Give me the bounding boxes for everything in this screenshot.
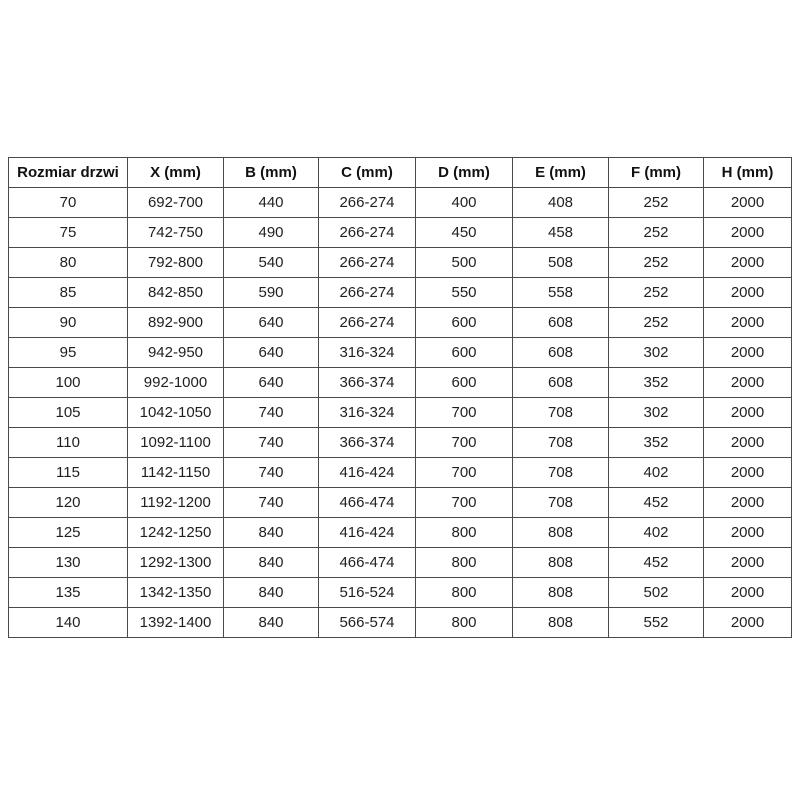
table-cell: 840 <box>224 518 319 548</box>
table-cell: 2000 <box>704 218 792 248</box>
table-cell: 700 <box>416 488 513 518</box>
table-cell: 552 <box>609 608 704 638</box>
table-cell: 416-424 <box>319 518 416 548</box>
table-cell: 85 <box>9 278 128 308</box>
table-cell: 840 <box>224 548 319 578</box>
table-cell: 466-474 <box>319 548 416 578</box>
table-cell: 266-274 <box>319 308 416 338</box>
table-cell: 708 <box>513 488 609 518</box>
table-row <box>9 518 792 548</box>
table-cell: 450 <box>416 218 513 248</box>
table-cell: 566-574 <box>319 608 416 638</box>
table-cell: 600 <box>416 308 513 338</box>
table-cell: 408 <box>513 188 609 218</box>
table-cell: 75 <box>9 218 128 248</box>
table-cell: 708 <box>513 398 609 428</box>
table-header-cell-c-mm: C (mm) <box>319 158 416 188</box>
table-cell: 2000 <box>704 308 792 338</box>
table-row <box>9 218 792 248</box>
table-cell: 608 <box>513 308 609 338</box>
table-cell: 2000 <box>704 188 792 218</box>
table-cell: 252 <box>609 308 704 338</box>
table-cell: 490 <box>224 218 319 248</box>
table-cell: 1292-1300 <box>128 548 224 578</box>
table-cell: 2000 <box>704 518 792 548</box>
table-cell: 2000 <box>704 608 792 638</box>
table-cell: 352 <box>609 368 704 398</box>
table-cell: 1242-1250 <box>128 518 224 548</box>
table-cell: 640 <box>224 338 319 368</box>
table-cell: 252 <box>609 218 704 248</box>
size-table-body <box>9 188 792 638</box>
table-header-cell-rozmiar-drzwi: Rozmiar drzwi <box>9 158 128 188</box>
table-cell: 808 <box>513 578 609 608</box>
table-cell: 252 <box>609 278 704 308</box>
table-row <box>9 278 792 308</box>
table-cell: 2000 <box>704 248 792 278</box>
table-cell: 140 <box>9 608 128 638</box>
table-header-row <box>9 158 792 188</box>
table-cell: 742-750 <box>128 218 224 248</box>
table-cell: 352 <box>609 428 704 458</box>
table-cell: 316-324 <box>319 398 416 428</box>
table-row <box>9 488 792 518</box>
table-header-cell-h-mm: H (mm) <box>704 158 792 188</box>
table-header-cell-b-mm: B (mm) <box>224 158 319 188</box>
table-row <box>9 428 792 458</box>
table-cell: 366-374 <box>319 368 416 398</box>
table-cell: 700 <box>416 428 513 458</box>
table-cell: 402 <box>609 518 704 548</box>
table-row <box>9 578 792 608</box>
table-cell: 125 <box>9 518 128 548</box>
table-cell: 792-800 <box>128 248 224 278</box>
table-cell: 2000 <box>704 338 792 368</box>
table-cell: 840 <box>224 578 319 608</box>
table-cell: 640 <box>224 368 319 398</box>
table-cell: 1192-1200 <box>128 488 224 518</box>
table-header-cell-f-mm: F (mm) <box>609 158 704 188</box>
table-row <box>9 398 792 428</box>
table-cell: 540 <box>224 248 319 278</box>
table-row <box>9 548 792 578</box>
table-cell: 440 <box>224 188 319 218</box>
table-cell: 692-700 <box>128 188 224 218</box>
table-cell: 808 <box>513 608 609 638</box>
table-row <box>9 338 792 368</box>
table-cell: 316-324 <box>319 338 416 368</box>
table-cell: 135 <box>9 578 128 608</box>
table-row <box>9 248 792 278</box>
table-cell: 366-374 <box>319 428 416 458</box>
table-cell: 700 <box>416 398 513 428</box>
table-cell: 90 <box>9 308 128 338</box>
table-cell: 266-274 <box>319 278 416 308</box>
table-cell: 115 <box>9 458 128 488</box>
table-cell: 640 <box>224 308 319 338</box>
table-cell: 502 <box>609 578 704 608</box>
table-cell: 740 <box>224 428 319 458</box>
table-cell: 105 <box>9 398 128 428</box>
table-cell: 740 <box>224 488 319 518</box>
table-cell: 800 <box>416 578 513 608</box>
table-cell: 1092-1100 <box>128 428 224 458</box>
table-cell: 1392-1400 <box>128 608 224 638</box>
table-header-cell-d-mm: D (mm) <box>416 158 513 188</box>
table-cell: 740 <box>224 398 319 428</box>
table-cell: 942-950 <box>128 338 224 368</box>
table-cell: 2000 <box>704 458 792 488</box>
table-header-cell-x-mm: X (mm) <box>128 158 224 188</box>
table-cell: 266-274 <box>319 218 416 248</box>
table-cell: 1042-1050 <box>128 398 224 428</box>
table-cell: 95 <box>9 338 128 368</box>
table-cell: 266-274 <box>319 248 416 278</box>
table-cell: 500 <box>416 248 513 278</box>
table-cell: 800 <box>416 608 513 638</box>
table-cell: 992-1000 <box>128 368 224 398</box>
table-cell: 452 <box>609 548 704 578</box>
table-row <box>9 368 792 398</box>
table-cell: 600 <box>416 368 513 398</box>
table-cell: 2000 <box>704 398 792 428</box>
table-row <box>9 458 792 488</box>
table-cell: 110 <box>9 428 128 458</box>
table-cell: 808 <box>513 548 609 578</box>
table-cell: 400 <box>416 188 513 218</box>
table-cell: 842-850 <box>128 278 224 308</box>
table-cell: 252 <box>609 248 704 278</box>
table-cell: 590 <box>224 278 319 308</box>
table-cell: 70 <box>9 188 128 218</box>
table-cell: 800 <box>416 548 513 578</box>
table-header-cell-e-mm: E (mm) <box>513 158 609 188</box>
table-cell: 608 <box>513 368 609 398</box>
table-row <box>9 308 792 338</box>
table-row <box>9 608 792 638</box>
table-cell: 700 <box>416 458 513 488</box>
table-cell: 740 <box>224 458 319 488</box>
table-cell: 458 <box>513 218 609 248</box>
table-row <box>9 188 792 218</box>
table-cell: 100 <box>9 368 128 398</box>
table-cell: 840 <box>224 608 319 638</box>
table-cell: 550 <box>416 278 513 308</box>
table-cell: 302 <box>609 398 704 428</box>
table-cell: 600 <box>416 338 513 368</box>
table-cell: 120 <box>9 488 128 518</box>
table-cell: 130 <box>9 548 128 578</box>
table-cell: 1342-1350 <box>128 578 224 608</box>
table-cell: 452 <box>609 488 704 518</box>
table-cell: 2000 <box>704 368 792 398</box>
table-cell: 892-900 <box>128 308 224 338</box>
table-cell: 402 <box>609 458 704 488</box>
table-cell: 302 <box>609 338 704 368</box>
table-cell: 2000 <box>704 548 792 578</box>
door-size-table <box>8 157 792 638</box>
table-cell: 416-424 <box>319 458 416 488</box>
table-cell: 466-474 <box>319 488 416 518</box>
table-cell: 708 <box>513 428 609 458</box>
table-cell: 2000 <box>704 488 792 518</box>
table-cell: 708 <box>513 458 609 488</box>
table-cell: 2000 <box>704 578 792 608</box>
table-cell: 808 <box>513 518 609 548</box>
table-cell: 80 <box>9 248 128 278</box>
table-cell: 608 <box>513 338 609 368</box>
table-cell: 558 <box>513 278 609 308</box>
table-cell: 800 <box>416 518 513 548</box>
table-cell: 1142-1150 <box>128 458 224 488</box>
table-cell: 2000 <box>704 278 792 308</box>
table-cell: 252 <box>609 188 704 218</box>
table-cell: 516-524 <box>319 578 416 608</box>
table-cell: 266-274 <box>319 188 416 218</box>
table-cell: 508 <box>513 248 609 278</box>
table-cell: 2000 <box>704 428 792 458</box>
